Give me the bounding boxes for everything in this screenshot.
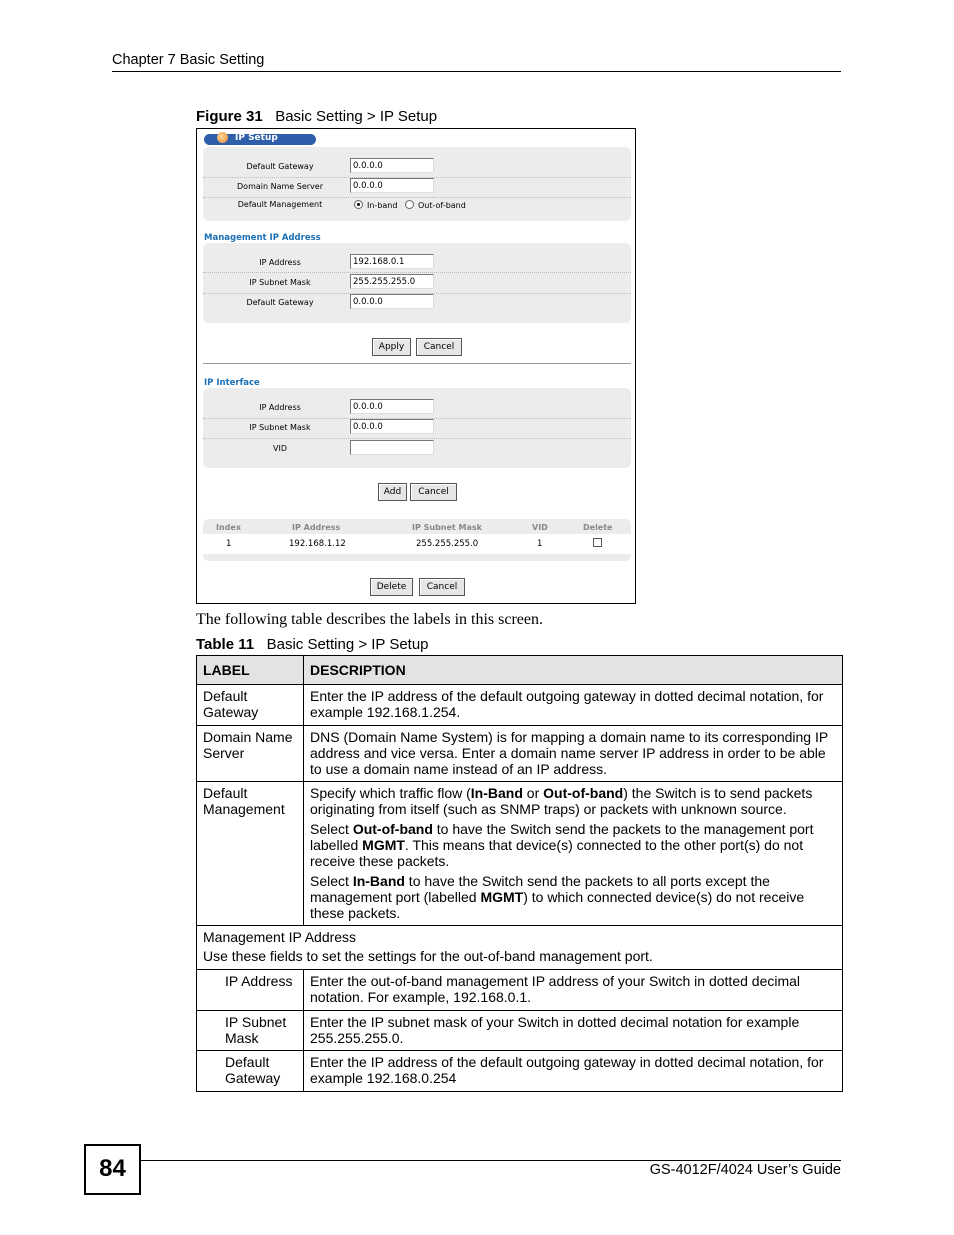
table-title: Basic Setting > IP Setup [266,636,429,653]
mgmt-ip-input[interactable]: 192.168.0.1 [350,254,434,269]
row-description: Enter the IP address of the default outgoing gateway in dotted decimal notation, for example 192.168.1.254. [304,685,843,726]
figure-caption [196,108,437,125]
row-vid: 1 [537,539,543,549]
outofband-radio[interactable] [405,200,414,209]
mgmt-mask-label: IP Subnet Mask [249,278,311,287]
table-number: Table 11 [196,636,255,653]
col-index: Index [216,523,241,532]
section-text: Use these fields to set the settings for the out-of-band management port. [203,948,653,964]
row-description: Enter the IP address of the default outgoing gateway in dotted decimal notation, for example 192.168.0.254 [304,1051,843,1092]
ip-setup-icon [217,132,228,143]
add-button[interactable]: Add [378,483,407,501]
row-label: Default Gateway [197,1051,304,1092]
description-paragraph: Specify which traffic flow (In-Band or Out-of-band) the Switch is to send packets originating from itself (such as SNMP traps) or packets with unknown source. [310,785,813,817]
mgmt-gateway-input[interactable]: 0.0.0.0 [350,294,434,309]
ip-interface-title: IP Interface [204,378,260,388]
mgmt-mask-input[interactable]: 255.255.255.0 [350,274,434,289]
description-header: DESCRIPTION [304,656,843,685]
row-ip: 192.168.1.12 [289,539,346,549]
management-ip-title: Management IP Address [204,233,321,243]
row-label: Default Gateway [197,685,304,726]
chapter-header: Chapter 7 Basic Setting [112,52,265,68]
ipif-vid-label: VID [273,444,287,453]
table-row [197,1011,843,1051]
row-delete-checkbox[interactable] [593,538,602,547]
dns-label: Domain Name Server [237,182,323,191]
table-row [197,726,843,782]
section-divider [203,363,631,364]
header-rule [112,71,841,72]
table-row [197,1051,843,1092]
row-description: DNS (Domain Name System) is for mapping a domain name to its corresponding IP address and vice versa. Enter a domain name server IP address in order to be able to use a domain name instead of an IP address. [304,726,843,782]
col-delete: Delete [583,523,613,532]
ipif-vid-input[interactable] [350,440,434,455]
row-divider [203,272,631,273]
table-section-row [197,926,843,970]
ipif-ip-input[interactable]: 0.0.0.0 [350,399,434,414]
table-row [197,970,843,1011]
page-number: 84 [84,1144,141,1195]
col-ip-subnet-mask: IP Subnet Mask [412,523,482,532]
table-row [197,782,843,926]
figure-title: Basic Setting > IP Setup [275,108,438,125]
row-mask: 255.255.255.0 [416,539,479,549]
table-caption [196,636,429,653]
section-title: Management IP Address [203,929,357,945]
row-index: 1 [226,539,232,549]
col-ip-address: IP Address [292,523,341,532]
ipif-mask-input[interactable]: 0.0.0.0 [350,419,434,434]
inband-radio[interactable] [354,200,363,209]
figure-number: Figure 31 [196,108,263,125]
table-header-row [197,656,843,685]
row-description: Enter the out-of-band management IP address of your Switch in dotted decimal notation. For example, 192.168.0.1. [304,970,843,1011]
description-table [196,655,843,1092]
ip-setup-title: IP Setup [235,133,278,143]
row-label: Domain Name Server [197,726,304,782]
row-divider [203,438,631,439]
row-description: Enter the IP subnet mask of your Switch in dotted decimal notation for example 255.255.255.0. [304,1011,843,1051]
ip-setup-screenshot [196,128,636,604]
cancel-button[interactable]: Cancel [410,483,457,501]
default-gateway-label: Default Gateway [246,162,314,171]
description-paragraph: Select Out-of-band to have the Switch send the packets to the management port labelled MGMT. This means that device(s) connected to the other port(s) do not receive these packets. [310,821,814,869]
cancel-button[interactable]: Cancel [419,578,465,596]
mgmt-ip-label: IP Address [259,258,301,267]
row-label: IP Address [197,970,304,1011]
row-divider [203,197,631,198]
col-vid: VID [532,523,548,532]
apply-button[interactable]: Apply [372,338,411,356]
label-header: LABEL [197,656,304,685]
delete-button[interactable]: Delete [370,578,413,596]
section-description [197,926,843,970]
ipif-mask-label: IP Subnet Mask [249,423,311,432]
guide-title: GS-4012F/4024 User’s Guide [649,1162,841,1178]
row-label: Default Management [197,782,304,926]
description-paragraph: Select In-Band to have the Switch send the packets to all ports except the management port (labelled MGMT) to which connected device(s) do not receive these packets. [310,873,805,921]
table-row [197,685,843,726]
footer-rule [141,1160,841,1161]
default-gateway-input[interactable]: 0.0.0.0 [350,158,434,173]
cancel-button[interactable]: Cancel [416,338,462,356]
outofband-label: Out-of-band [418,201,466,210]
ipif-ip-label: IP Address [259,403,301,412]
row-label: IP Subnet Mask [197,1011,304,1051]
row-description [304,782,843,926]
default-management-label: Default Management [237,200,323,209]
inband-label: In-band [367,201,398,210]
mgmt-gateway-label: Default Gateway [246,298,314,307]
intro-paragraph: The following table describes the labels in this screen. [196,611,544,628]
dns-input[interactable]: 0.0.0.0 [350,178,434,193]
